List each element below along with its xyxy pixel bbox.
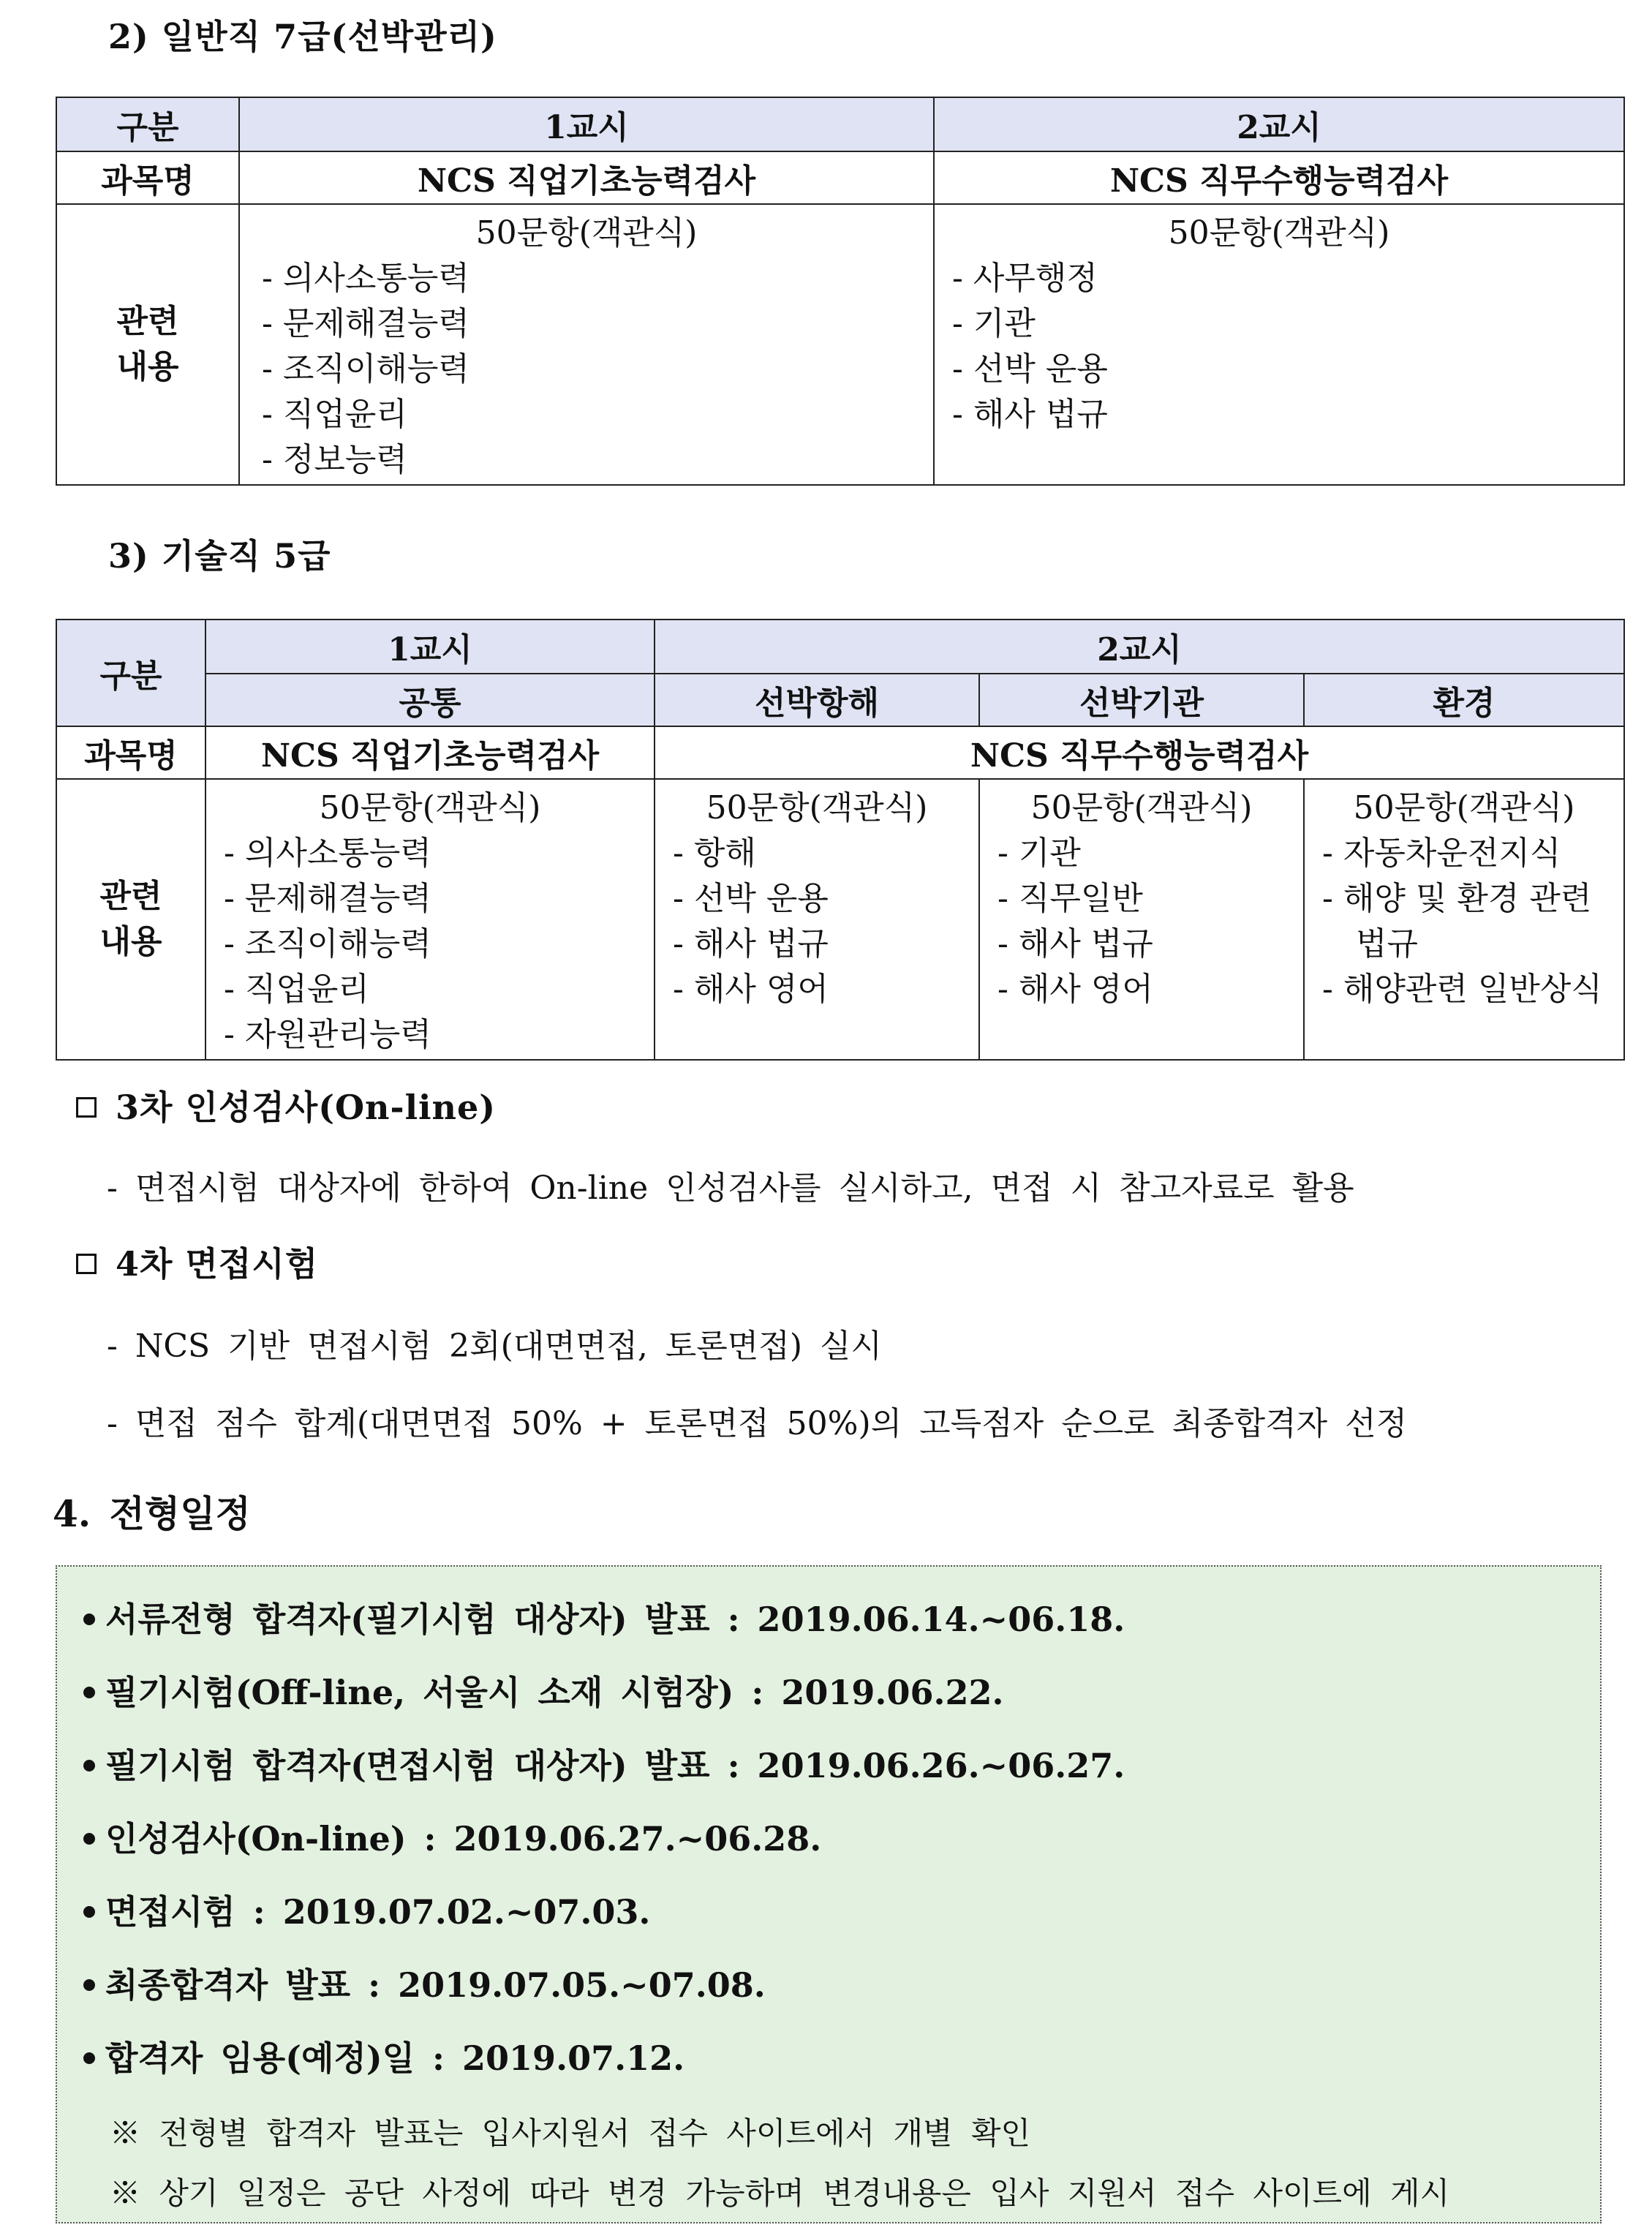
schedule-item-text: 필기시험 합격자(면접시험 대상자) 발표 : 2019.06.26.~06.27.	[105, 1746, 1125, 1785]
list-item: - 정보능력	[262, 441, 407, 478]
step3-heading	[76, 1081, 496, 1129]
exam-table-admin-7	[56, 97, 1625, 486]
header-category: 구분	[56, 97, 239, 151]
schedule-item	[83, 1812, 821, 1861]
content-label-line1: 관련	[99, 878, 162, 915]
content-navigation	[655, 779, 979, 1060]
subject-period-1: NCS 직업기초능력검사	[205, 726, 655, 779]
schedule-item	[83, 1593, 1125, 1641]
header-period-2: 2교시	[934, 97, 1624, 151]
header-engine: 선박기관	[979, 674, 1304, 726]
schedule-title: 4. 전형일정	[53, 1492, 251, 1535]
list-item: - 해사 영어	[997, 971, 1153, 1008]
subject-label: 과목명	[56, 151, 239, 204]
list-item: - 해사 법규	[997, 925, 1153, 963]
subject-period-2: NCS 직무수행능력검사	[655, 726, 1624, 779]
list-item: - 해양 및 환경 관련 법규	[1322, 880, 1592, 963]
content-label-line1: 관련	[116, 303, 179, 340]
question-count: 50문항(객관식)	[1353, 789, 1575, 826]
bullet-icon	[83, 1613, 95, 1625]
content-label-line2: 내용	[99, 923, 162, 960]
schedule-note-2: ※ 상기 일정은 공단 사정에 따라 변경 가능하며 변경내용은 입사 지원서 접수 사이트에 게시	[110, 2175, 1450, 2211]
content-engine	[979, 779, 1304, 1060]
list-item: - 기관	[952, 305, 1036, 342]
list-item: - 자원관리능력	[224, 1016, 431, 1053]
exam-table-tech-5	[56, 619, 1625, 1061]
list-item: - 선박 운용	[673, 880, 829, 917]
content-label	[56, 204, 239, 485]
list-item: - 선박 운용	[952, 350, 1108, 388]
schedule-box	[56, 1565, 1602, 2223]
schedule-item	[83, 1739, 1125, 1788]
subject-period-1: NCS 직업기초능력검사	[239, 151, 934, 204]
list-item: - 의사소통능력	[262, 260, 469, 297]
section-title-tech-5: 3) 기술직 5급	[108, 536, 331, 576]
step4-description-1: - NCS 기반 면접시험 2회(대면면접, 토론면접) 실시	[107, 1328, 882, 1365]
list-item: - 사무행정	[952, 260, 1098, 297]
content-label-line2: 내용	[116, 348, 179, 385]
schedule-item-text: 최종합격자 발표 : 2019.07.05.~07.08.	[105, 1965, 766, 2005]
schedule-note-1: ※ 전형별 합격자 발표는 입사지원서 접수 사이트에서 개별 확인	[110, 2115, 1031, 2151]
content-common	[205, 779, 655, 1060]
subject-label: 과목명	[56, 726, 205, 779]
list-item: - 직업윤리	[224, 971, 369, 1008]
header-period-1: 1교시	[239, 97, 934, 151]
list-item: - 의사소통능력	[224, 835, 431, 872]
question-count: 50문항(객관식)	[1168, 214, 1390, 252]
step4-title: 4차 면접시험	[116, 1244, 319, 1284]
schedule-item	[83, 1666, 1004, 1714]
step4-description-2: - 면접 점수 합계(대면면접 50% + 토론면접 50%)의 고득점자 순으로 최종합격자 선정	[107, 1405, 1408, 1442]
step4-heading	[76, 1238, 318, 1286]
content-period-1	[239, 204, 934, 485]
bullet-icon	[83, 1687, 95, 1698]
step3-description: - 면접시험 대상자에 한하여 On-line 인성검사를 실시하고, 면접 시 참고자료로 활용	[107, 1170, 1354, 1207]
checkbox-square-icon	[76, 1097, 97, 1118]
schedule-item	[83, 1886, 650, 1934]
schedule-item-text: 인성검사(On-line) : 2019.06.27.~06.28.	[105, 1819, 822, 1859]
list-item: - 해사 법규	[673, 925, 829, 963]
question-count: 50문항(객관식)	[1030, 789, 1253, 826]
header-category: 구분	[56, 620, 205, 726]
section-title-admin-7: 2) 일반직 7급(선박관리)	[108, 17, 497, 56]
list-item: - 조직이해능력	[224, 925, 431, 963]
content-period-2	[934, 204, 1624, 485]
schedule-item-text: 서류전형 합격자(필기시험 대상자) 발표 : 2019.06.14.~06.18.	[105, 1600, 1125, 1639]
header-common: 공통	[205, 674, 655, 726]
bullet-icon	[83, 2052, 95, 2064]
list-item: - 문제해결능력	[262, 305, 469, 342]
list-item: - 항해	[673, 835, 756, 872]
schedule-item	[83, 2032, 684, 2080]
list-item: - 조직이해능력	[262, 350, 469, 388]
schedule-item-text: 필기시험(Off-line, 서울시 소재 시험장) : 2019.06.22.	[105, 1673, 1004, 1712]
bullet-icon	[83, 1760, 95, 1771]
checkbox-square-icon	[76, 1254, 97, 1274]
schedule-item	[83, 1959, 766, 2007]
bullet-icon	[83, 1833, 95, 1845]
header-environment: 환경	[1304, 674, 1624, 726]
subject-period-2: NCS 직무수행능력검사	[934, 151, 1624, 204]
list-item: - 기관	[997, 835, 1081, 872]
list-item: - 해양관련 일반상식	[1322, 971, 1602, 1008]
step3-title: 3차 인성검사(On-line)	[116, 1088, 496, 1127]
list-item: - 해사 영어	[673, 971, 829, 1008]
content-environment	[1304, 779, 1624, 1060]
header-navigation: 선박항해	[655, 674, 979, 726]
list-item: - 해사 법규	[952, 396, 1108, 433]
bullet-icon	[83, 1906, 95, 1918]
header-period-2: 2교시	[655, 620, 1624, 674]
header-period-1: 1교시	[205, 620, 655, 674]
content-label	[56, 779, 205, 1060]
list-item: - 자동차운전지식	[1322, 835, 1561, 872]
list-item: - 직무일반	[997, 880, 1143, 917]
schedule-item-text: 면접시험 : 2019.07.02.~07.03.	[105, 1892, 651, 1932]
schedule-item-text: 합격자 임용(예정)일 : 2019.07.12.	[105, 2038, 685, 2078]
question-count: 50문항(객관식)	[475, 214, 698, 252]
question-count: 50문항(객관식)	[706, 789, 928, 826]
list-item: - 문제해결능력	[224, 880, 431, 917]
question-count: 50문항(객관식)	[319, 789, 541, 826]
bullet-icon	[83, 1979, 95, 1991]
list-item: - 직업윤리	[262, 396, 407, 433]
